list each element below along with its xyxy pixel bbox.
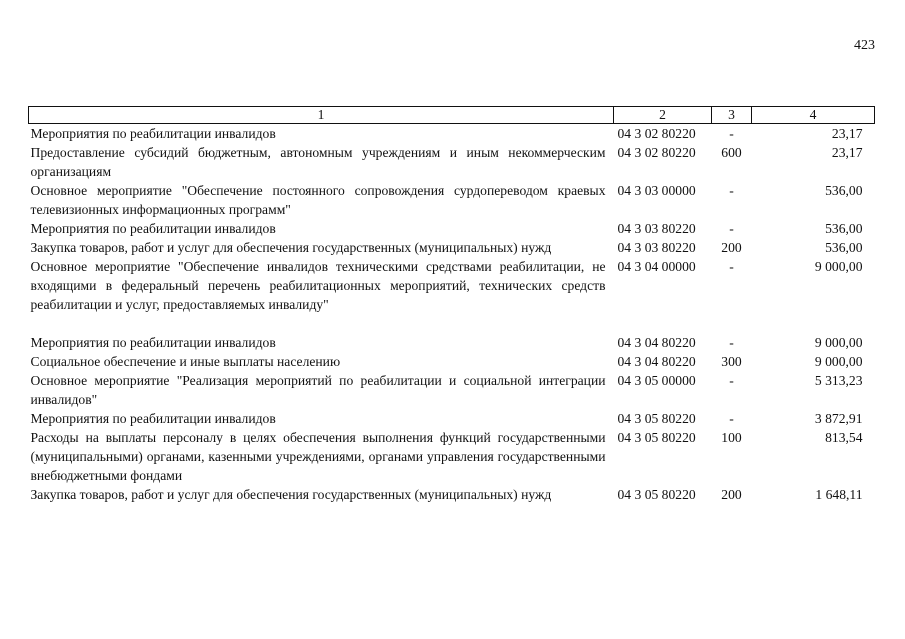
row-name: Социальное обеспечение и иные выплаты населению xyxy=(30,354,341,369)
blank-cell xyxy=(614,314,712,333)
header-col-1: 1 xyxy=(29,107,614,124)
table-row xyxy=(29,409,875,428)
row-amount: 536,00 xyxy=(825,240,863,255)
row-code: 04 3 03 00000 xyxy=(617,183,696,198)
row-code: 04 3 05 80220 xyxy=(617,411,696,426)
blank-row xyxy=(29,314,875,333)
table-row xyxy=(29,352,875,371)
row-expense-type: - xyxy=(729,373,734,388)
row-expense-type: - xyxy=(729,259,734,274)
table-row xyxy=(29,238,875,257)
table-row xyxy=(29,371,875,409)
row-code: 04 3 03 80220 xyxy=(617,240,696,255)
row-expense-type: 600 xyxy=(721,145,742,160)
row-amount: 813,54 xyxy=(825,430,863,445)
table-row xyxy=(29,333,875,352)
table-row xyxy=(29,485,875,504)
row-amount: 9 000,00 xyxy=(814,259,863,274)
row-code: 04 3 02 80220 xyxy=(617,145,696,160)
row-expense-type: - xyxy=(729,335,734,350)
blank-cell xyxy=(752,314,875,333)
table-row xyxy=(29,124,875,144)
row-amount: 9 000,00 xyxy=(814,335,863,350)
row-expense-type: - xyxy=(729,411,734,426)
row-code: 04 3 04 80220 xyxy=(617,354,696,369)
row-name: Предоставление субсидий бюджетным, автономным учреждениям и иным некоммерческим организациям xyxy=(30,145,606,179)
row-expense-type: - xyxy=(729,221,734,236)
row-amount: 23,17 xyxy=(831,126,863,141)
row-name: Закупка товаров, работ и услуг для обеспечения государственных (муниципальных) нужд xyxy=(30,240,552,255)
table-row xyxy=(29,428,875,485)
row-name: Мероприятия по реабилитации инвалидов xyxy=(30,126,276,141)
row-name: Мероприятия по реабилитации инвалидов xyxy=(30,411,276,426)
header-col-3: 3 xyxy=(712,107,752,124)
budget-table xyxy=(28,106,875,504)
row-code: 04 3 05 00000 xyxy=(617,373,696,388)
row-expense-type: 100 xyxy=(721,430,742,445)
row-code: 04 3 02 80220 xyxy=(617,126,696,141)
row-code: 04 3 04 00000 xyxy=(617,259,696,274)
row-name: Основное мероприятие "Реализация мероприятий по реабилитации и социальной интеграции инвалидов" xyxy=(30,373,606,407)
row-amount: 9 000,00 xyxy=(814,354,863,369)
header-col-4: 4 xyxy=(752,107,875,124)
row-expense-type: 200 xyxy=(721,240,742,255)
row-amount: 536,00 xyxy=(825,183,863,198)
table-row xyxy=(29,219,875,238)
row-name: Мероприятия по реабилитации инвалидов xyxy=(30,335,276,350)
row-amount: 536,00 xyxy=(825,221,863,236)
row-expense-type: - xyxy=(729,126,734,141)
row-expense-type: 300 xyxy=(721,354,742,369)
row-amount: 1 648,11 xyxy=(815,487,863,502)
table-row xyxy=(29,143,875,181)
row-amount: 23,17 xyxy=(831,145,863,160)
row-name: Расходы на выплаты персоналу в целях обеспечения выполнения функций государственными (муниципальными) органами, казенными учреждениями, органами управления государственными внебюджетными фондами xyxy=(30,430,606,483)
row-expense-type: 200 xyxy=(721,487,742,502)
table-header-row xyxy=(29,107,875,124)
row-name: Основное мероприятие "Обеспечение инвалидов техническими средствами реабилитации, не входящими в федеральный перечень реабилитационных мероприятий, технических средств реабилитации и услуг, предоставляемых инвалиду" xyxy=(30,259,606,312)
blank-cell xyxy=(29,314,614,333)
header-col-2: 2 xyxy=(614,107,712,124)
row-code: 04 3 04 80220 xyxy=(617,335,696,350)
row-code: 04 3 03 80220 xyxy=(617,221,696,236)
blank-cell xyxy=(712,314,752,333)
table-row xyxy=(29,181,875,219)
row-code: 04 3 05 80220 xyxy=(617,487,696,502)
row-code: 04 3 05 80220 xyxy=(617,430,696,445)
page-number: 423 xyxy=(854,38,875,53)
row-name: Мероприятия по реабилитации инвалидов xyxy=(30,221,276,236)
table-row xyxy=(29,257,875,314)
row-amount: 5 313,23 xyxy=(814,373,863,388)
row-amount: 3 872,91 xyxy=(814,411,863,426)
row-name: Основное мероприятие "Обеспечение постоянного сопровождения сурдопереводом краевых телевизионных информационных программ" xyxy=(30,183,606,217)
row-expense-type: - xyxy=(729,183,734,198)
row-name: Закупка товаров, работ и услуг для обеспечения государственных (муниципальных) нужд xyxy=(30,487,552,502)
